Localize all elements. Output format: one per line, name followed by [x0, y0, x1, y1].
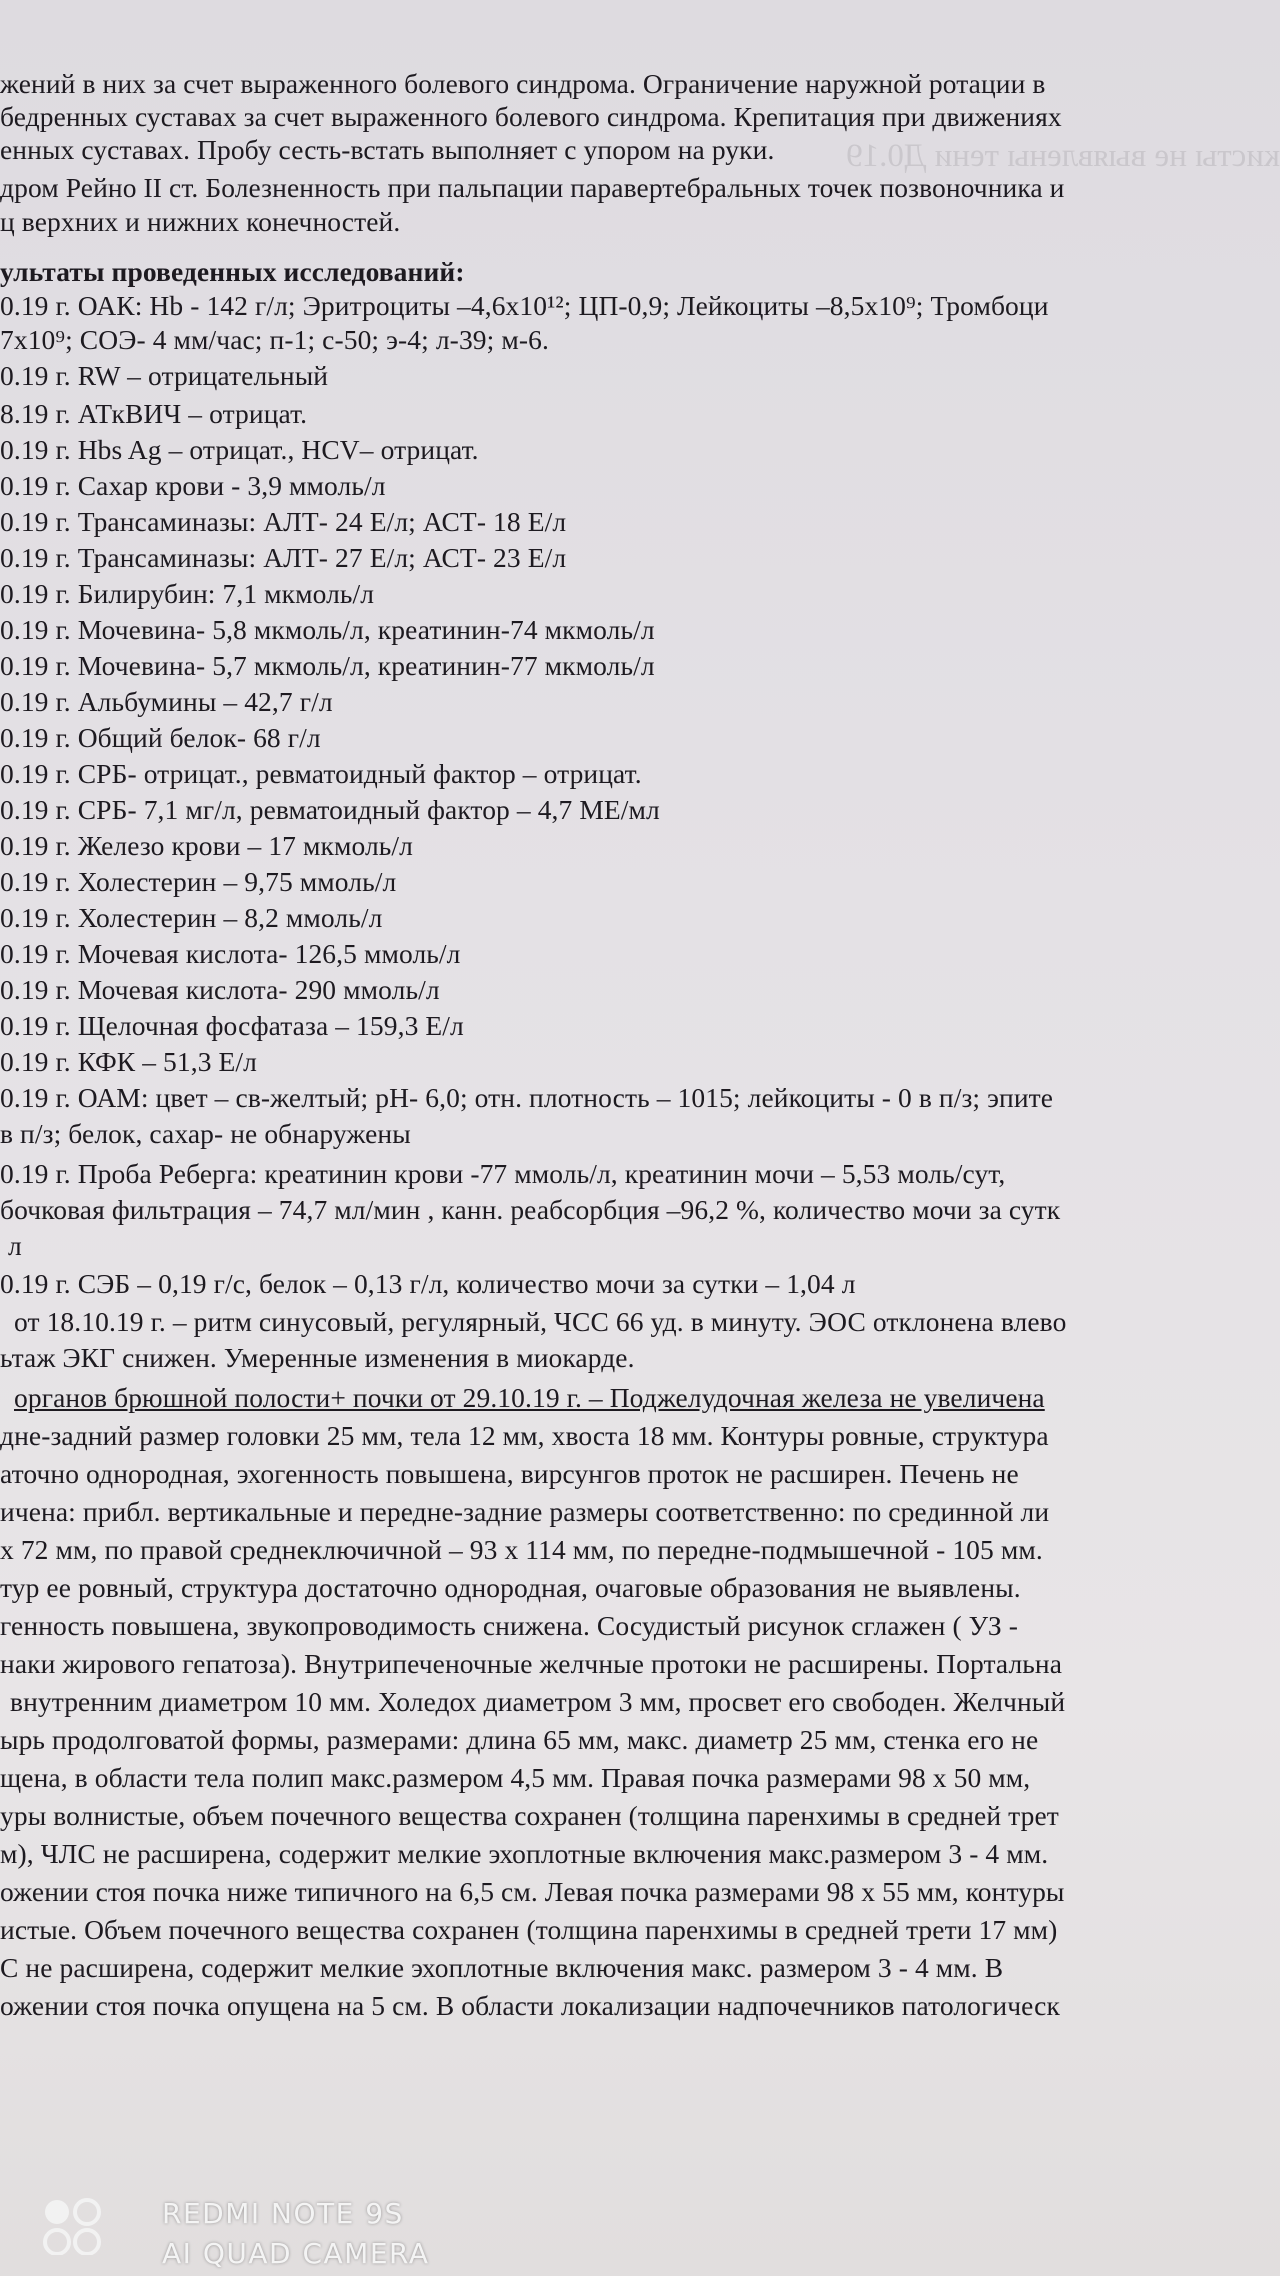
text-line: жений в них за счет выраженного болевого синдрома. Ограничение наружной ротации в [0, 68, 1046, 99]
text-line: 0.19 г. СРБ- 7,1 мг/л, ревматоидный фактор – 4,7 МЕ/мл [0, 794, 660, 825]
text-line: 0.19 г. Мочевина- 5,8 мкмоль/л, креатинин-74 мкмоль/л [0, 614, 655, 645]
text-line: 0.19 г. RW – отрицательный [0, 360, 329, 391]
text-line: 0.19 г. Сахар крови - 3,9 ммоль/л [0, 470, 386, 501]
text-line: 0.19 г. Билирубин: 7,1 мкмоль/л [0, 578, 375, 609]
text-line: 7x10⁹; СОЭ- 4 мм/час; п-1; с-50; э-4; л-39; м-6. [0, 324, 549, 355]
bleed-through-text: кисты не выявлены тени Д0.19 [846, 140, 1280, 173]
watermark-model: REDMI NOTE 9S [162, 2197, 404, 2230]
text-line: ьтаж ЭКГ снижен. Умеренные изменения в миокарде. [0, 1342, 635, 1373]
text-line: 0.19 г. ОАМ: цвет – св-желтый; pH- 6,0; отн. плотность – 1015; лейкоциты - 0 в п/з; эпите [0, 1082, 1054, 1113]
text-line: 0.19 г. Мочевина- 5,7 мкмоль/л, креатинин-77 мкмоль/л [0, 650, 655, 681]
text-line: бочковая фильтрация – 74,7 мл/мин , канн. реабсорбция –96,2 %, количество мочи за сутк [0, 1194, 1061, 1225]
text-line: наки жирового гепатоза). Внутрипеченочные желчные протоки не расширены. Портальна [0, 1648, 1063, 1679]
watermark-camera: AI QUAD CAMERA [162, 2237, 430, 2270]
text-line: 0.19 г. Мочевая кислота- 290 ммоль/л [0, 974, 440, 1005]
text-line: дне-задний размер головки 25 мм, тела 12 мм, хвоста 18 мм. Контуры ровные, структура [0, 1420, 1049, 1451]
text-line: ичена: прибл. вертикальные и передне-задние размеры соответственно: по срединной ли [0, 1496, 1050, 1527]
text-line: внутренним диаметром 10 мм. Холедох диаметром 3 мм, просвет его свободен. Желчный [10, 1686, 1066, 1717]
text-line: уры волнистые, объем почечного вещества сохранен (толщина паренхимы в средней трет [0, 1800, 1059, 1831]
camera-dots-icon [40, 2195, 115, 2255]
text-line: 0.19 г. Hbs Ag – отрицат., HCV– отрицат. [0, 434, 479, 465]
text-line: 0.19 г. СЭБ – 0,19 г/с, белок – 0,13 г/л, количество мочи за сутки – 1,04 л [0, 1268, 856, 1299]
text-line: С не расширена, содержит мелкие эхоплотные включения макс. размером 3 - 4 мм. В [0, 1952, 1004, 1983]
text-line: x 72 мм, по правой среднеключичной – 93 x 114 мм, по передне-подмышечной - 105 мм. [0, 1534, 1043, 1565]
text-line: 0.19 г. Холестерин – 8,2 ммоль/л [0, 902, 383, 933]
text-line: ц верхних и нижних конечностей. [0, 206, 401, 237]
text-line: енных суставах. Пробу сесть-встать выполняет с упором на руки. [0, 134, 775, 165]
text-line: 0.19 г. Проба Реберга: креатинин крови -77 ммоль/л, креатинин мочи – 5,53 моль/сут, [0, 1158, 1006, 1189]
text-line: дром Рейно II ст. Болезненность при пальпации паравертебральных точек позвоночника и [0, 172, 1065, 203]
text-line: 0.19 г. КФК – 51,3 Е/л [0, 1046, 257, 1077]
text-line: 0.19 г. Щелочная фосфатаза – 159,3 Е/л [0, 1010, 464, 1041]
text-line: 0.19 г. Холестерин – 9,75 ммоль/л [0, 866, 397, 897]
text-line: 0.19 г. Железо крови – 17 мкмоль/л [0, 830, 413, 861]
text-line: м), ЧЛС не расширена, содержит мелкие эхоплотные включения макс.размером 3 - 4 мм. [0, 1838, 1049, 1869]
text-line: бедренных суставах за счет выраженного болевого синдрома. Крепитация при движениях [0, 101, 1062, 132]
text-line: аточно однородная, эхогенность повышена, вирсунгов проток не расширен. Печень не [0, 1458, 1019, 1489]
text-line: ырь продолговатой формы, размерами: длина 65 мм, макс. диаметр 25 мм, стенка его не [0, 1724, 1039, 1755]
results-heading: ультаты проведенных исследований: [0, 256, 465, 287]
text-line: 0.19 г. Трансаминазы: АЛТ- 24 Е/л; АСТ- 18 Е/л [0, 506, 567, 537]
text-line: 8.19 г. АТкВИЧ – отрицат. [0, 398, 308, 429]
text-line: 0.19 г. Трансаминазы: АЛТ- 27 Е/л; АСТ- 23 Е/л [0, 542, 567, 573]
text-line: щена, в области тела полип макс.размером 4,5 мм. Правая почка размерами 98 x 50 мм, [0, 1762, 1031, 1793]
text-line: 0.19 г. Альбумины – 42,7 г/л [0, 686, 333, 717]
ultrasound-line: органов брюшной полости+ почки от 29.10.19 г. – Поджелудочная железа не увеличена [14, 1382, 1045, 1413]
text-line: л [8, 1230, 22, 1261]
text-line: генность повышена, звукопроводимость снижена. Сосудистый рисунок сглажен ( УЗ - [0, 1610, 1019, 1641]
text-line: тур ее ровный, структура достаточно однородная, очаговые образования не выявлены. [0, 1572, 1021, 1603]
ecg-line: от 18.10.19 г. – ритм синусовый, регулярный, ЧСС 66 уд. в минуту. ЭОС отклонена влево [14, 1306, 1067, 1337]
camera-watermark [30, 2185, 530, 2270]
text-line: истые. Объем почечного вещества сохранен (толщина паренхимы в средней трети 17 мм) [0, 1914, 1058, 1945]
text-line: 0.19 г. Мочевая кислота- 126,5 ммоль/л [0, 938, 461, 969]
text-line: 0.19 г. СРБ- отрицат., ревматоидный фактор – отрицат. [0, 758, 642, 789]
text-line: ожении стоя почка ниже типичного на 6,5 см. Левая почка размерами 98 x 55 мм, контуры [0, 1876, 1065, 1907]
text-line: 0.19 г. Общий белок- 68 г/л [0, 722, 321, 753]
text-line: в п/з; белок, сахар- не обнаружены [0, 1118, 411, 1149]
text-line: ожении стоя почка опущена на 5 см. В области локализации надпочечников патологическ [0, 1990, 1060, 2021]
text-line: 0.19 г. ОАК: Hb - 142 г/л; Эритроциты –4,6x10¹²; ЦП-0,9; Лейкоциты –8,5x10⁹; Тромбоци [0, 290, 1049, 321]
